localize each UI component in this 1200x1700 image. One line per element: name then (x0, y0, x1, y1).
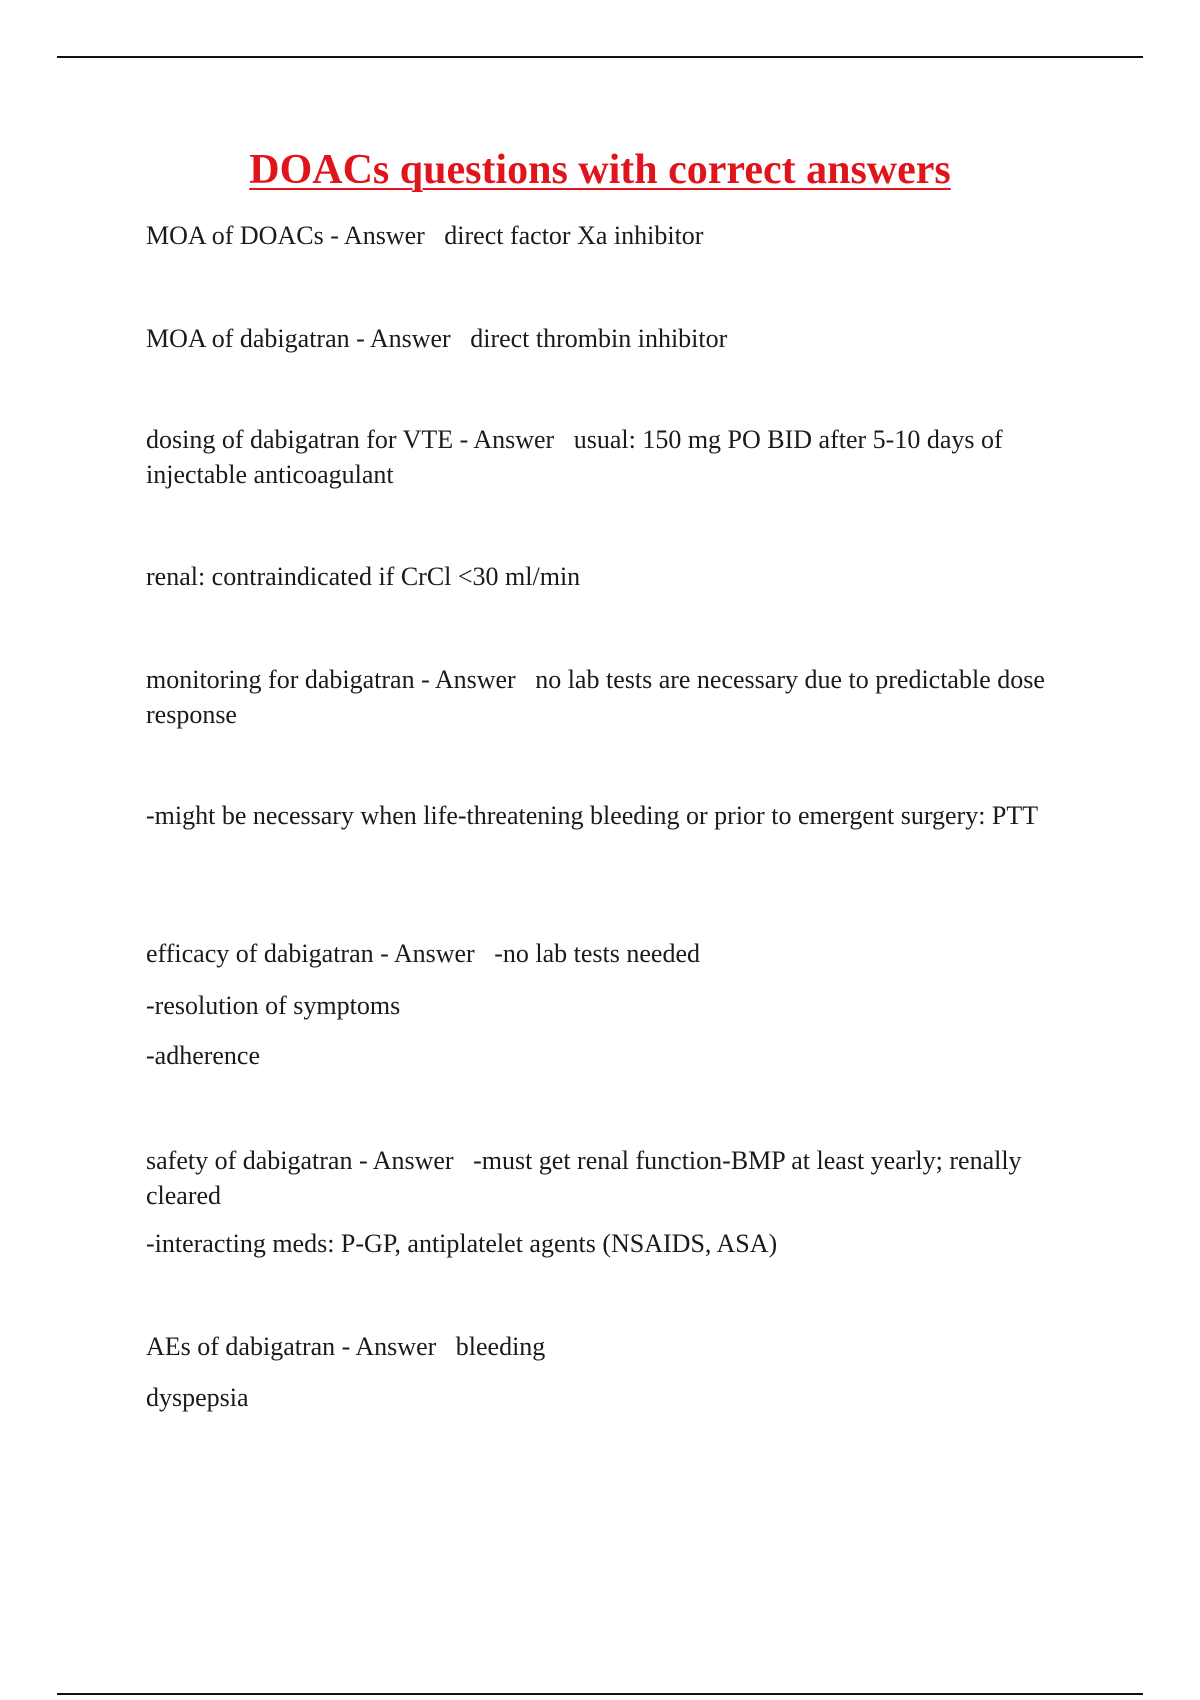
answer-marker: - Answer (421, 665, 516, 694)
question-text: AEs of dabigatran (146, 1332, 336, 1361)
answer-marker: - Answer (380, 939, 475, 968)
question-text: safety of dabigatran (146, 1146, 353, 1175)
question-text: MOA of DOACs (146, 221, 324, 250)
question-text: dosing of dabigatran for VTE (146, 425, 454, 454)
qa-entry-moa-dabigatran (146, 321, 1096, 356)
answer-text: bleeding (455, 1332, 546, 1361)
page-title: DOACs questions with correct answers (249, 147, 951, 193)
answer-marker: - Answer (358, 1146, 454, 1175)
note-might-be-necessary: -might be necessary when life-threatening bleeding or prior to emergent surgery: PTT (146, 801, 1039, 830)
answer-text: direct thrombin inhibitor (470, 324, 728, 353)
qa-entry-moa-doacs (146, 218, 1096, 253)
note-resolution: -resolution of symptoms (146, 991, 401, 1020)
footer-rule (57, 1693, 1143, 1695)
answer-marker: - Answer (330, 221, 425, 250)
header-rule (57, 56, 1143, 58)
note-dyspepsia: dyspepsia (146, 1383, 249, 1412)
qa-entry-aes-dabigatran (146, 1329, 1096, 1364)
answer-text: no lab tests are necessary due to predictable dose response (146, 665, 1045, 729)
qa-entry-efficacy-dabigatran (146, 936, 1096, 971)
note-adherence: -adherence (146, 1041, 261, 1070)
qa-entry-dosing-dabigatran (146, 422, 1096, 492)
question-text: efficacy of dabigatran (146, 939, 374, 968)
answer-marker: - Answer (459, 425, 555, 454)
answer-marker: - Answer (341, 1332, 437, 1361)
qa-entry-monitoring-dabigatran (146, 662, 1096, 732)
answer-text: usual: 150 mg PO BID after 5-10 days of injectable anticoagulant (146, 425, 1003, 489)
question-text: monitoring for dabigatran (146, 665, 415, 694)
note-interacting-meds: -interacting meds: P-GP, antiplatelet agents (NSAIDS, ASA) (146, 1229, 778, 1258)
answer-text: -must get renal function-BMP at least yearly; renally cleared (146, 1146, 1022, 1210)
answer-text: -no lab tests needed (494, 939, 700, 968)
note-renal: renal: contraindicated if CrCl <30 ml/min (146, 562, 581, 591)
answer-marker: - Answer (356, 324, 451, 353)
answer-text: direct factor Xa inhibitor (444, 221, 704, 250)
qa-entry-safety-dabigatran (146, 1143, 1096, 1213)
question-text: MOA of dabigatran (146, 324, 350, 353)
